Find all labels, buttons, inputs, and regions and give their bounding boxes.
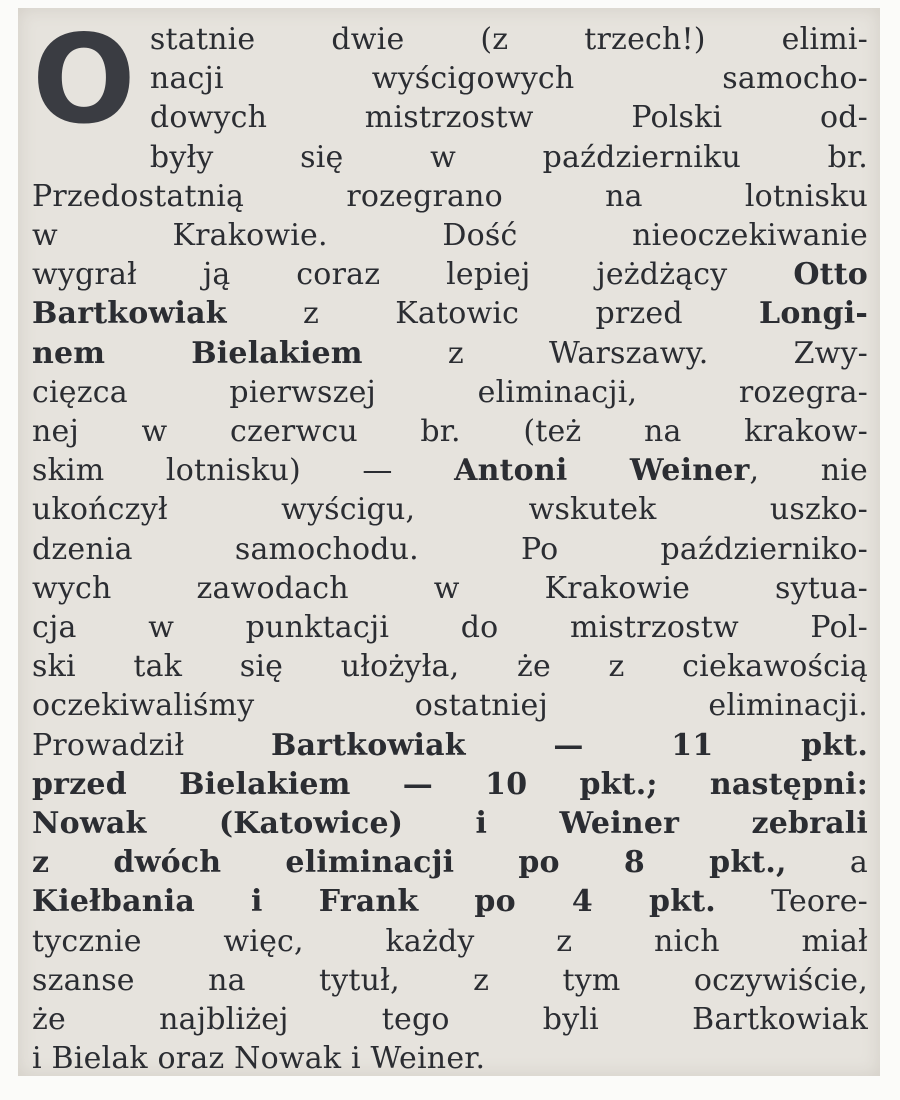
text-segment: a (786, 845, 868, 881)
text-segment: statnie dwie (z trzech!) elimi- (149, 22, 868, 57)
text-segment: były się w październiku br. (149, 139, 868, 175)
drop-cap: O (32, 9, 136, 151)
article-body (32, 9, 868, 1078)
article-line (150, 98, 868, 137)
text-segment: w Krakowie. Dość nieoczekiwanie (32, 218, 868, 254)
text-segment: szanse na tytuł, z tym oczywiście, (32, 962, 868, 998)
text-segment: , nie (749, 453, 868, 489)
text-segment: wygrał ją coraz lepiej jeżdżący (32, 257, 794, 293)
article-line (32, 294, 868, 333)
article-line (32, 1000, 868, 1039)
article-line (32, 882, 868, 921)
text-segment: Przedostatnią rozegrano na lotnisku (32, 178, 868, 214)
text-segment: z Katowic przed (226, 296, 760, 332)
text-segment: Teore- (715, 884, 868, 920)
bold-text: Kiełbania i Frank po 4 pkt. (32, 884, 716, 920)
article-line (32, 647, 868, 686)
article-line (32, 1039, 868, 1078)
bold-text: przed Bielakiem — 10 pkt.; następni: (32, 766, 868, 802)
text-segment: że najbliżej tego byli Bartkowiak (32, 1002, 868, 1038)
article-line (32, 255, 868, 294)
text-segment: cja w punktacji do mistrzostw Pol- (32, 610, 868, 646)
text-segment: cięzca pierwszej eliminacji, rozegra- (32, 374, 868, 410)
text-segment: wych zawodach w Krakowie sytua- (32, 570, 868, 606)
bold-text: Nowak (Katowice) i Weiner zebrali (32, 806, 868, 842)
bold-text: nem Bielakiem (32, 335, 363, 371)
text-segment: ski tak się ułożyła, że z ciekawością (32, 649, 868, 685)
bold-text: z dwóch eliminacji po 8 pkt., (32, 845, 787, 881)
article-line (32, 177, 868, 216)
text-segment: skim lotnisku) — (32, 453, 455, 489)
article-line (32, 608, 868, 647)
article-line (32, 961, 868, 1000)
article-line (32, 804, 868, 843)
article-line (32, 412, 868, 451)
article-line (150, 20, 868, 59)
text-segment: dzenia samochodu. Po październiko- (32, 531, 868, 567)
text-segment: ukończył wyścigu, wskutek uszko- (32, 492, 868, 528)
article-line (32, 451, 868, 490)
text-segment: nej w czerwcu br. (też na krakow- (32, 414, 868, 450)
text-segment: oczekiwaliśmy ostatniej eliminacji. (32, 688, 868, 724)
article-line (32, 530, 868, 569)
text-segment: i Bielak oraz Nowak i Weiner. (32, 1041, 486, 1077)
article-line (32, 569, 868, 608)
bold-text: Bartkowiak (32, 296, 227, 332)
article-line (32, 726, 868, 765)
article-line (32, 334, 868, 373)
bold-text: Otto (793, 257, 868, 293)
article-line (150, 59, 868, 98)
text-segment: dowych mistrzostw Polski od- (149, 100, 868, 136)
article-line (32, 216, 868, 255)
newspaper-clipping (18, 8, 880, 1076)
bold-text: Antoni Weiner (454, 453, 750, 489)
text-segment: Prowadził (32, 727, 272, 763)
text-segment: tycznie więc, każdy z nich miał (32, 923, 868, 959)
bold-text: Bartkowiak — 11 pkt. (271, 727, 868, 763)
article-line (32, 490, 868, 529)
bold-text: Longi- (759, 296, 868, 332)
article-line (150, 138, 868, 177)
article-line (32, 922, 868, 961)
article-line (32, 843, 868, 882)
article-line (32, 373, 868, 412)
article-text (32, 9, 868, 1078)
text-segment: z Warszawy. Zwy- (362, 335, 868, 371)
text-segment: nacji wyścigowych samocho- (149, 61, 868, 97)
article-line (32, 686, 868, 725)
article-line (32, 765, 868, 804)
